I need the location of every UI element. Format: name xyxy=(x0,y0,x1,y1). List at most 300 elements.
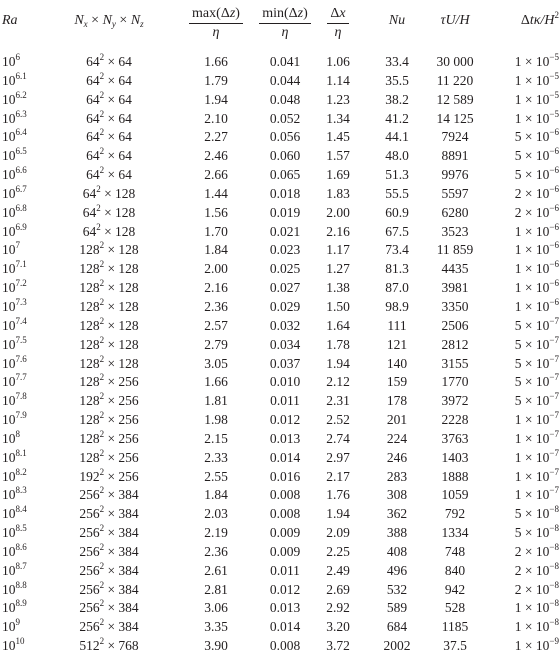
cell-dt: $5 \times 10^{-7}$ xyxy=(514,353,559,371)
dt-exponent: −8 xyxy=(549,598,559,609)
ra-exponent: 6.9 xyxy=(15,221,27,232)
cell-grid: $128^2 \times 256$ xyxy=(79,447,139,465)
cell-nu: 532 xyxy=(386,581,408,597)
cell-dt: $1 \times 10^{-7}$ xyxy=(514,447,559,465)
cell-dx: 1.57 xyxy=(326,148,350,164)
cell-grid: $64^2 \times 64$ xyxy=(86,146,132,164)
cell-dx: 1.38 xyxy=(326,280,350,296)
dt-exponent: −5 xyxy=(549,108,559,119)
dt-exponent: −7 xyxy=(549,353,559,364)
ra-exponent: 7.2 xyxy=(15,278,27,289)
ra-exponent: 6.4 xyxy=(15,127,27,138)
cell-dt: $5 \times 10^{-7}$ xyxy=(514,372,559,390)
table-row xyxy=(0,449,559,468)
cell-nu: 224 xyxy=(386,430,408,446)
cell-dx: 2.74 xyxy=(326,430,350,446)
cell-max-dz: 2.16 xyxy=(204,280,228,296)
cell-min-dz: 0.027 xyxy=(269,280,301,296)
cell-tau: 2228 xyxy=(441,412,469,428)
cell-ra: $10^{6.5}$ xyxy=(2,146,27,164)
cell-max-dz: 2.57 xyxy=(204,317,228,333)
ra-exponent: 8.4 xyxy=(15,504,27,515)
cell-dt: $5 \times 10^{-7}$ xyxy=(514,315,559,333)
grid-square: 2 xyxy=(99,447,105,458)
cell-dt: $1 \times 10^{-5}$ xyxy=(514,52,559,69)
cell-max-dz: 2.27 xyxy=(204,129,228,145)
cell-grid: $128^2 \times 128$ xyxy=(79,240,139,258)
header-dt: Δtκ/$H^2$ xyxy=(520,10,559,28)
cell-min-dz: 0.034 xyxy=(269,336,301,352)
cell-tau: 748 xyxy=(444,543,466,559)
cell-nu: 51.3 xyxy=(385,167,409,183)
grid-square: 2 xyxy=(99,466,105,477)
cell-max-dz: 3.06 xyxy=(204,600,228,616)
cell-dt: $2 \times 10^{-6}$ xyxy=(514,202,559,220)
cell-ra: $10^{8.6}$ xyxy=(2,541,27,559)
cell-ra: $10^{7.7}$ xyxy=(2,372,27,390)
dt-exponent: −5 xyxy=(549,70,559,81)
cell-tau: 1334 xyxy=(441,525,469,541)
cell-nu: 140 xyxy=(386,355,408,371)
ra-exponent: 7.9 xyxy=(15,410,27,421)
cell-tau: 5597 xyxy=(441,185,469,201)
cell-max-dz: 2.66 xyxy=(204,167,228,183)
cell-nu: 589 xyxy=(386,600,408,616)
table-row xyxy=(0,72,559,91)
cell-grid: $128^2 \times 128$ xyxy=(79,296,139,314)
cell-max-dz: 2.55 xyxy=(204,468,228,484)
dt-exponent: −8 xyxy=(549,617,559,628)
cell-grid: $64^2 \times 64$ xyxy=(86,127,132,145)
table-row xyxy=(0,53,559,72)
dt-exponent: −8 xyxy=(549,560,559,571)
cell-nu: 121 xyxy=(386,336,408,352)
cell-grid: $128^2 \times 128$ xyxy=(79,334,139,352)
grid-square: 2 xyxy=(99,428,105,439)
grid-square: 2 xyxy=(99,146,105,157)
cell-min-dz: 0.008 xyxy=(269,506,301,522)
cell-min-dz: 0.009 xyxy=(269,543,301,559)
cell-dt: $1 \times 10^{-6}$ xyxy=(514,221,559,239)
cell-dx: 2.16 xyxy=(326,223,350,239)
cell-grid: $256^2 \times 384$ xyxy=(79,504,139,522)
cell-max-dz: 1.56 xyxy=(204,204,228,220)
cell-dt: $1 \times 10^{-6}$ xyxy=(514,259,559,277)
cell-dx: 2.49 xyxy=(326,562,350,578)
cell-dt: $2 \times 10^{-8}$ xyxy=(514,579,559,597)
table-row xyxy=(0,411,559,430)
grid-square: 2 xyxy=(99,165,105,176)
header-ra: Ra xyxy=(2,13,18,28)
ra-exponent: 8.1 xyxy=(15,447,27,458)
cell-dt: $2 \times 10^{-8}$ xyxy=(514,541,559,559)
cell-min-dz: 0.044 xyxy=(269,72,301,88)
ra-exponent: 6.6 xyxy=(15,165,27,176)
cell-nu: 308 xyxy=(386,487,408,503)
table-row xyxy=(0,241,559,260)
cell-ra: $10^{8.1}$ xyxy=(2,447,27,465)
table-row xyxy=(0,468,559,487)
grid-square: 2 xyxy=(99,353,105,364)
cell-max-dz: 1.81 xyxy=(204,393,228,409)
cell-nu: 67.5 xyxy=(385,223,409,239)
cell-min-dz: 0.011 xyxy=(270,562,300,578)
cell-nu: 362 xyxy=(386,506,408,522)
cell-tau: 792 xyxy=(444,506,466,522)
cell-grid: $64^2 \times 128$ xyxy=(82,183,136,201)
table-row xyxy=(0,110,559,129)
dt-exponent: −6 xyxy=(549,146,559,157)
cell-dt: $1 \times 10^{-5}$ xyxy=(514,70,559,88)
cell-ra: $10^{10}$ xyxy=(2,636,25,654)
dt-exponent: −6 xyxy=(549,278,559,289)
cell-ra: $10^{8.9}$ xyxy=(2,598,27,616)
dt-exponent: −6 xyxy=(549,259,559,270)
cell-tau: 8891 xyxy=(441,148,469,164)
cell-min-dz: 0.012 xyxy=(269,412,301,428)
grid-square: 2 xyxy=(99,560,105,571)
dt-exponent: −7 xyxy=(549,391,559,402)
cell-dt: $1 \times 10^{-7}$ xyxy=(514,428,559,446)
ra-exponent: 7.6 xyxy=(15,353,27,364)
table-row xyxy=(0,166,559,185)
cell-dx: 2.25 xyxy=(326,543,350,559)
cell-grid: $128^2 \times 128$ xyxy=(79,315,139,333)
cell-nu: 87.0 xyxy=(385,280,409,296)
ra-exponent: 8.9 xyxy=(15,598,27,609)
cell-tau: 2506 xyxy=(441,317,469,333)
cell-max-dz: 1.94 xyxy=(204,91,228,107)
cell-max-dz: 2.19 xyxy=(204,525,228,541)
cell-dx: 1.94 xyxy=(326,506,350,522)
cell-ra: $10^{6.9}$ xyxy=(2,221,27,239)
cell-grid: $64^2 \times 64$ xyxy=(86,89,132,107)
dt-exponent: −6 xyxy=(549,165,559,176)
cell-ra: $10^{6.2}$ xyxy=(2,89,27,107)
cell-dx: 2.00 xyxy=(326,204,350,220)
cell-max-dz: 2.36 xyxy=(204,298,228,314)
cell-dx: 1.45 xyxy=(326,129,350,145)
ra-exponent: 8.2 xyxy=(15,466,27,477)
cell-dx: 1.50 xyxy=(326,298,350,314)
dt-exponent: −6 xyxy=(549,240,559,251)
dt-exponent: −8 xyxy=(549,579,559,590)
table-row xyxy=(0,223,559,242)
cell-grid: $512^2 \times 768$ xyxy=(79,636,139,654)
cell-max-dz: 2.33 xyxy=(204,449,228,465)
cell-grid: $256^2 \times 384$ xyxy=(79,560,139,578)
cell-nu: 246 xyxy=(386,449,408,465)
grid-square: 2 xyxy=(96,221,101,232)
cell-dt: $1 \times 10^{-6}$ xyxy=(514,278,559,296)
cell-min-dz: 0.012 xyxy=(269,581,301,597)
dt-exponent: −7 xyxy=(549,372,559,383)
cell-dx: 2.52 xyxy=(326,412,350,428)
ra-exponent: 7.8 xyxy=(15,391,27,402)
cell-min-dz: 0.041 xyxy=(269,54,301,69)
table-row xyxy=(0,618,559,637)
grid-square: 2 xyxy=(99,598,105,609)
cell-nu: 388 xyxy=(386,525,408,541)
cell-ra: $10^{7.5}$ xyxy=(2,334,27,352)
grid-square: 2 xyxy=(99,108,105,119)
table-body xyxy=(0,53,559,656)
cell-nu: 73.4 xyxy=(385,242,409,258)
dt-exponent: −7 xyxy=(549,428,559,439)
table-row xyxy=(0,581,559,600)
cell-tau: 3350 xyxy=(441,298,469,314)
table-row xyxy=(0,260,559,279)
grid-square: 2 xyxy=(99,259,105,270)
cell-ra: $10^{6.7}$ xyxy=(2,183,27,201)
ra-exponent: 6 xyxy=(15,52,20,62)
cell-tau: 3972 xyxy=(441,393,469,409)
cell-max-dz: 2.61 xyxy=(204,562,228,578)
cell-max-dz: 1.98 xyxy=(204,412,228,428)
cell-dt: $1 \times 10^{-9}$ xyxy=(514,636,559,654)
cell-max-dz: 2.00 xyxy=(204,261,228,277)
table-row xyxy=(0,91,559,110)
cell-ra: $10^{8.3}$ xyxy=(2,485,27,503)
dt-exponent: −6 xyxy=(549,127,559,138)
cell-max-dz: 2.15 xyxy=(204,430,228,446)
cell-dx: 1.06 xyxy=(326,54,350,69)
grid-square: 2 xyxy=(99,541,105,552)
cell-grid: $128^2 \times 256$ xyxy=(79,391,139,409)
cell-dx: 1.83 xyxy=(326,185,350,201)
cell-grid: $256^2 \times 384$ xyxy=(79,598,139,616)
cell-min-dz: 0.014 xyxy=(269,619,301,635)
cell-min-dz: 0.014 xyxy=(269,449,301,465)
table-row xyxy=(0,524,559,543)
cell-dx: 1.78 xyxy=(326,336,350,352)
cell-grid: $256^2 \times 384$ xyxy=(79,541,139,559)
dt-exponent: −7 xyxy=(549,410,559,421)
cell-ra: $10^{6.3}$ xyxy=(2,108,27,126)
cell-ra: $10^{7.1}$ xyxy=(2,259,27,277)
cell-ra: $10^{8.2}$ xyxy=(2,466,27,484)
ra-exponent: 6.5 xyxy=(15,146,27,157)
cell-tau: 1403 xyxy=(441,449,469,465)
ra-exponent: 10 xyxy=(15,636,25,647)
cell-dx: 1.76 xyxy=(326,487,350,503)
cell-min-dz: 0.019 xyxy=(269,204,301,220)
cell-dx: 2.97 xyxy=(326,449,350,465)
cell-tau: 3981 xyxy=(441,280,469,296)
cell-grid: $128^2 \times 256$ xyxy=(79,410,139,428)
ra-exponent: 7.5 xyxy=(15,334,27,345)
cell-nu: 178 xyxy=(386,393,408,409)
cell-dt: $1 \times 10^{-8}$ xyxy=(514,598,559,616)
cell-tau: 3523 xyxy=(441,223,469,239)
cell-grid: $128^2 \times 128$ xyxy=(79,353,139,371)
cell-grid: $64^2 \times 64$ xyxy=(86,52,132,69)
cell-min-dz: 0.023 xyxy=(269,242,301,258)
cell-dt: $1 \times 10^{-5}$ xyxy=(514,108,559,126)
cell-min-dz: 0.013 xyxy=(269,600,301,616)
header-nu: Nu xyxy=(388,13,406,28)
table-row xyxy=(0,185,559,204)
ra-exponent: 8.6 xyxy=(15,541,27,552)
cell-grid: $256^2 \times 384$ xyxy=(79,523,139,541)
cell-min-dz: 0.011 xyxy=(270,393,300,409)
dt-exponent: −8 xyxy=(549,541,559,552)
cell-dt: $2 \times 10^{-6}$ xyxy=(514,183,559,201)
table-row xyxy=(0,543,559,562)
ra-exponent: 9 xyxy=(15,617,20,628)
cell-dx: 1.94 xyxy=(326,355,350,371)
cell-ra: $10^{6.8}$ xyxy=(2,202,27,220)
cell-dt: $1 \times 10^{-8}$ xyxy=(514,617,559,635)
dt-exponent: −5 xyxy=(549,89,559,100)
cell-max-dz: 1.66 xyxy=(204,374,228,390)
cell-dt: $5 \times 10^{-8}$ xyxy=(514,523,559,541)
cell-max-dz: 1.44 xyxy=(204,185,228,201)
cell-min-dz: 0.037 xyxy=(269,355,301,371)
cell-grid: $128^2 \times 256$ xyxy=(79,428,139,446)
table-row xyxy=(0,392,559,411)
cell-dt: $1 \times 10^{-7}$ xyxy=(514,410,559,428)
cell-ra: $10^{8.4}$ xyxy=(2,504,27,522)
cell-min-dz: 0.018 xyxy=(269,185,301,201)
dt-exponent: −6 xyxy=(549,221,559,232)
table-row xyxy=(0,279,559,298)
ra-exponent: 7.4 xyxy=(15,315,27,326)
cell-nu: 2002 xyxy=(383,638,411,654)
cell-tau: 14 125 xyxy=(436,110,474,126)
grid-square: 2 xyxy=(99,127,105,138)
cell-nu: 98.9 xyxy=(385,298,409,314)
ra-exponent: 7 xyxy=(15,240,20,251)
ra-exponent: 6.7 xyxy=(15,183,27,194)
header-dx: $\frac{\Delta x}{\eta}$ xyxy=(318,6,358,41)
cell-tau: 12 589 xyxy=(436,91,474,107)
cell-min-dz: 0.056 xyxy=(269,129,301,145)
cell-min-dz: 0.013 xyxy=(269,430,301,446)
cell-grid: $256^2 \times 384$ xyxy=(79,485,139,503)
cell-nu: 684 xyxy=(386,619,408,635)
cell-nu: 33.4 xyxy=(385,54,409,69)
cell-tau: 11 859 xyxy=(436,242,474,258)
cell-max-dz: 3.90 xyxy=(204,638,228,654)
grid-square: 2 xyxy=(99,278,105,289)
cell-min-dz: 0.016 xyxy=(269,468,301,484)
header-max-dz: max(Δz) η xyxy=(186,6,246,41)
cell-max-dz: 2.03 xyxy=(204,506,228,522)
table-row xyxy=(0,128,559,147)
cell-min-dz: 0.010 xyxy=(269,374,301,390)
dt-exponent: −7 xyxy=(549,447,559,458)
grid-square: 2 xyxy=(99,70,105,81)
dt-exponent: −8 xyxy=(549,504,559,515)
cell-min-dz: 0.021 xyxy=(269,223,301,239)
cell-nu: 111 xyxy=(387,317,407,333)
cell-nu: 60.9 xyxy=(385,204,409,220)
grid-square: 2 xyxy=(99,391,105,402)
cell-dx: 2.31 xyxy=(326,393,350,409)
cell-tau: 6280 xyxy=(441,204,469,220)
cell-ra: $10^{7.6}$ xyxy=(2,353,27,371)
grid-square: 2 xyxy=(99,410,105,421)
ra-exponent: 8 xyxy=(15,428,20,439)
cell-grid: $256^2 \times 384$ xyxy=(79,617,139,635)
cell-tau: 4435 xyxy=(441,261,469,277)
cell-dt: $1 \times 10^{-7}$ xyxy=(514,466,559,484)
cell-ra: $10^{7.8}$ xyxy=(2,391,27,409)
cell-tau: 2812 xyxy=(441,336,469,352)
grid-square: 2 xyxy=(96,183,101,194)
ra-exponent: 8.8 xyxy=(15,579,27,590)
cell-dt: $2 \times 10^{-8}$ xyxy=(514,560,559,578)
cell-ra: $10^{6.1}$ xyxy=(2,70,27,88)
dt-exponent: −6 xyxy=(549,202,559,213)
table-row xyxy=(0,147,559,166)
cell-max-dz: 3.35 xyxy=(204,619,228,635)
cell-dx: 1.64 xyxy=(326,317,350,333)
cell-tau: 840 xyxy=(444,562,466,578)
grid-square: 2 xyxy=(99,89,105,100)
cell-nu: 44.1 xyxy=(385,129,409,145)
cell-max-dz: 1.84 xyxy=(204,487,228,503)
cell-dt: $5 \times 10^{-6}$ xyxy=(514,165,559,183)
dt-exponent: −7 xyxy=(549,485,559,496)
cell-dx: 2.92 xyxy=(326,600,350,616)
cell-min-dz: 0.065 xyxy=(269,167,301,183)
cell-dx: 1.23 xyxy=(326,91,350,107)
table-row xyxy=(0,505,559,524)
grid-square: 2 xyxy=(99,240,105,251)
cell-ra: $10^{7.3}$ xyxy=(2,296,27,314)
cell-nu: 48.0 xyxy=(385,148,409,164)
cell-max-dz: 1.84 xyxy=(204,242,228,258)
ra-exponent: 6.3 xyxy=(15,108,27,119)
cell-tau: 3155 xyxy=(441,355,469,371)
table-row xyxy=(0,637,559,656)
cell-ra: $10^{8.8}$ xyxy=(2,579,27,597)
cell-tau: 1770 xyxy=(441,374,469,390)
cell-min-dz: 0.008 xyxy=(269,638,301,654)
cell-dt: $1 \times 10^{-5}$ xyxy=(514,89,559,107)
table-row xyxy=(0,298,559,317)
ra-exponent: 8.7 xyxy=(15,560,27,571)
ra-exponent: 7.7 xyxy=(15,372,27,383)
grid-square: 2 xyxy=(99,372,105,383)
table-row xyxy=(0,430,559,449)
grid-square: 2 xyxy=(99,52,105,62)
table-row xyxy=(0,562,559,581)
cell-dt: $5 \times 10^{-6}$ xyxy=(514,127,559,145)
grid-square: 2 xyxy=(99,296,105,307)
grid-square: 2 xyxy=(99,334,105,345)
cell-dt: $5 \times 10^{-8}$ xyxy=(514,504,559,522)
cell-max-dz: 2.46 xyxy=(204,148,228,164)
table-row xyxy=(0,486,559,505)
table-row xyxy=(0,355,559,374)
ra-exponent: 6.8 xyxy=(15,202,27,213)
cell-nu: 55.5 xyxy=(385,185,409,201)
cell-nu: 81.3 xyxy=(385,261,409,277)
cell-ra: $10^8$ xyxy=(2,428,20,446)
cell-min-dz: 0.029 xyxy=(269,298,301,314)
cell-grid: $192^2 \times 256$ xyxy=(79,466,139,484)
cell-dt: $5 \times 10^{-6}$ xyxy=(514,146,559,164)
cell-nu: 38.2 xyxy=(385,91,409,107)
cell-ra: $10^{7.4}$ xyxy=(2,315,27,333)
cell-tau: 9976 xyxy=(441,167,469,183)
grid-square: 2 xyxy=(99,636,105,647)
cell-dt: $5 \times 10^{-7}$ xyxy=(514,334,559,352)
cell-min-dz: 0.009 xyxy=(269,525,301,541)
